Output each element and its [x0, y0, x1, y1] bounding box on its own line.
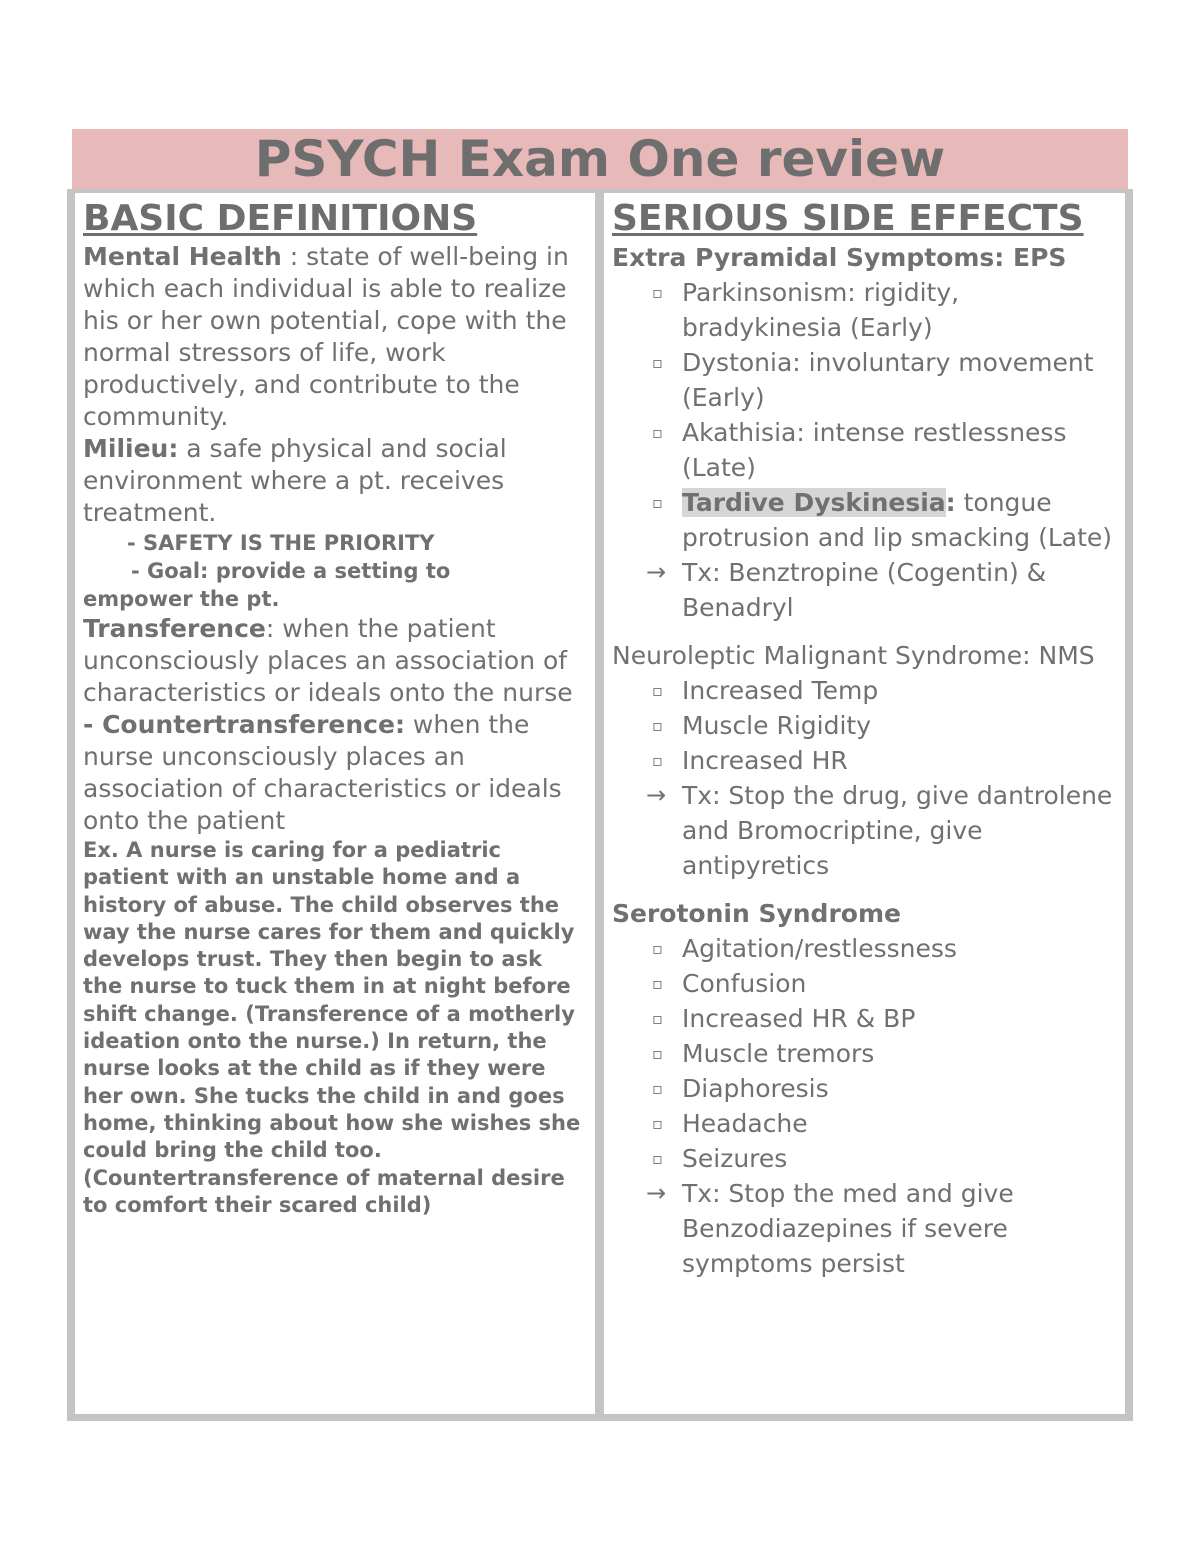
basic-definitions-column [75, 193, 595, 1414]
example-paragraph: Ex. A nurse is caring for a pediatric patient with an unstable home and a history of abuse. The child observes the way the nurse cares for them and quickly develops trust. They then begin to ask the nurse to tuck them in at night before shift change. (Transference of a motherly ideation onto the nurse.) In return, the nurse looks at the child as if they were her own. She tucks the child in and goes home, thinking about how she wishes she could bring the child too. (Countertransference of maternal desire to comfort their scared child) [83, 838, 581, 1217]
countertransference-definition [83, 709, 587, 837]
list-item: ▫ Diaphoresis [612, 1071, 1117, 1106]
arrow-icon: → [646, 558, 667, 586]
bullet-icon: ▫ [652, 283, 663, 302]
page-title: PSYCH Exam One review [72, 129, 1128, 189]
arrow-icon: → [646, 781, 667, 809]
mental-health-definition [83, 241, 587, 433]
basic-definitions-heading: BASIC DEFINITIONS [83, 198, 478, 239]
serious-side-effects-column [604, 193, 1125, 1414]
bullet-icon: ▫ [652, 423, 663, 442]
serotonin-list [612, 931, 1117, 1281]
bullet-icon: ▫ [652, 493, 663, 512]
milieu-point-goal: - Goal: provide a setting to [131, 559, 451, 583]
list-item: ▫ Confusion [612, 966, 1117, 1001]
milieu-point-safety: - SAFETY IS THE PRIORITY [127, 531, 435, 555]
transference-text: : when the patient unconsciously places an association of characteristics or ideals onto the nurse [83, 614, 573, 707]
tardive-dyskinesia-highlight: Tardive Dyskinesia [682, 488, 946, 517]
bullet-icon: ▫ [652, 1079, 663, 1098]
mental-health-term: Mental Health [83, 242, 282, 271]
serotonin-title: Serotonin Syndrome [612, 899, 901, 928]
list-item: ▫ Parkinsonism: rigidity, bradykinesia (Early) [612, 275, 1117, 345]
list-item: ▫ Headache [612, 1106, 1117, 1141]
milieu-text: a safe physical and social environment where a pt. receives treatment. [83, 434, 507, 527]
eps-title: Extra Pyramidal Symptoms: EPS [612, 243, 1067, 272]
nms-list [612, 673, 1117, 883]
bullet-icon: ▫ [652, 1044, 663, 1063]
bullet-icon: ▫ [652, 939, 663, 958]
transference-definition [83, 613, 587, 709]
serious-side-effects-heading: SERIOUS SIDE EFFECTS [612, 198, 1084, 239]
treatment-item: → Tx: Benztropine (Cogentin) & Benadryl [612, 555, 1117, 625]
bullet-icon: ▫ [652, 681, 663, 700]
list-item: ▫ Increased HR & BP [612, 1001, 1117, 1036]
treatment-item: → Tx: Stop the med and give Benzodiazepines if severe symptoms persist [612, 1176, 1117, 1281]
mental-health-text: : state of well-being in which each individual is able to realize his or her own potential, cope with the normal stressors of life, work productively, and contribute to the community. [83, 242, 569, 431]
nms-title: Neuroleptic Malignant Syndrome: NMS [612, 641, 1095, 670]
bullet-icon: ▫ [652, 353, 663, 372]
list-item: ▫ Dystonia: involuntary movement (Early) [612, 345, 1117, 415]
list-item: ▫ Tardive Dyskinesia: tongue protrusion and lip smacking (Late) [612, 485, 1117, 555]
list-item: ▫ Seizures [612, 1141, 1117, 1176]
bullet-icon: ▫ [652, 716, 663, 735]
list-item: ▫ Muscle Rigidity [612, 708, 1117, 743]
milieu-term: Milieu: [83, 434, 179, 463]
transference-term: Transference [83, 614, 266, 643]
milieu-definition [83, 433, 587, 529]
eps-list [612, 275, 1117, 625]
list-item: ▫ Akathisia: intense restlessness (Late) [612, 415, 1117, 485]
countertransference-term: - Countertransference: [83, 710, 405, 739]
bullet-icon: ▫ [652, 751, 663, 770]
list-item: ▫ Agitation/restlessness [612, 931, 1117, 966]
bullet-icon: ▫ [652, 1149, 663, 1168]
list-item: ▫ Increased HR [612, 743, 1117, 778]
arrow-icon: → [646, 1179, 667, 1207]
bullet-icon: ▫ [652, 1114, 663, 1133]
bullet-icon: ▫ [652, 1009, 663, 1028]
milieu-point-goal-continued: empower the pt. [83, 587, 280, 611]
bullet-icon: ▫ [652, 974, 663, 993]
list-item: ▫ Muscle tremors [612, 1036, 1117, 1071]
list-item: ▫ Increased Temp [612, 673, 1117, 708]
treatment-item: → Tx: Stop the drug, give dantrolene and Bromocriptine, give antipyretics [612, 778, 1117, 883]
countertransference-text: when the nurse unconsciously places an association of characteristics or ideals onto the patient [83, 710, 562, 835]
